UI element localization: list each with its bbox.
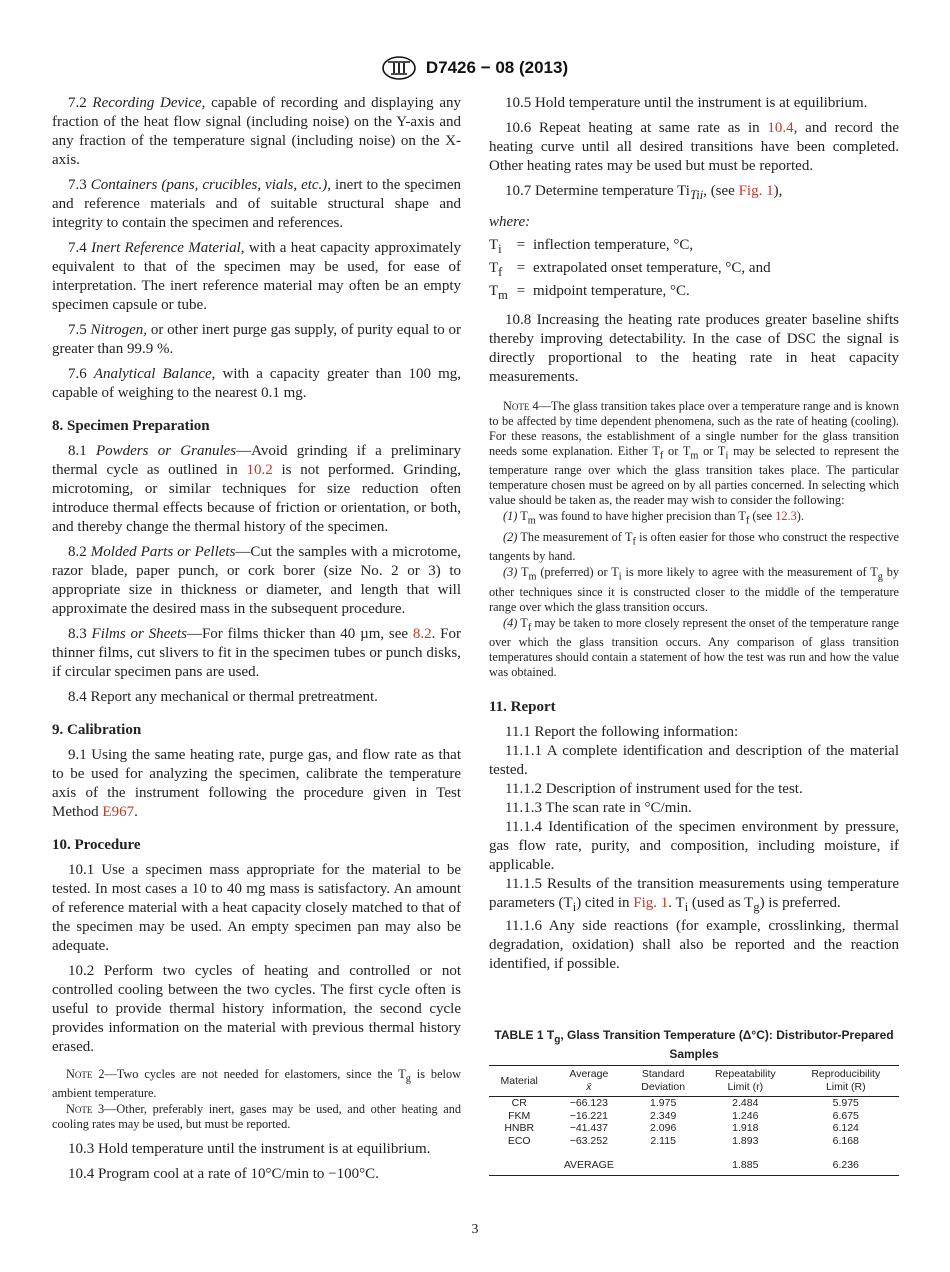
table-caption: TABLE 1 $T_g$, Glass Transition Temperature (Δ°C): Distributor-Prepared Samples (494, 1028, 894, 1062)
astm-logo-icon (382, 56, 416, 80)
cell-repeatability: 2.484 (732, 1097, 759, 1110)
cell-average-reproducibility: 6.236 (832, 1159, 859, 1172)
note-4-item-3: (3) $T_m$ (preferred) or $T_i$ is more likely to agree with the measurement of $T_g$ by other techniques since it is constructed closer to the middle of the temperature range over which the glass transition occurs. (489, 565, 899, 614)
note-4-item-4: (4) $T_f$ may be taken to more closely represent the onset of the temperature range over which the glass transition occurs. Any comparison of glass transition temperatures should contain a statement of how the test was run and how the value was obtained. (489, 615, 899, 680)
cell-reproducibility: 6.168 (832, 1134, 859, 1147)
table-row (489, 1097, 899, 1110)
ref-link-fig-1-b[interactable]: Fig. 1 (633, 895, 669, 912)
cell-reproducibility: 6.675 (832, 1109, 859, 1122)
cell-material: ECO (507, 1134, 531, 1147)
cell-average: −63.252 (569, 1134, 608, 1147)
note-3: Note 3—Other, preferably inert, gases may be used, and other heating and cooling rates may be used, but must be reported. (52, 1102, 461, 1132)
cell-reproducibility: 5.975 (832, 1097, 859, 1110)
paragraph-10-1: 10.1 Use a specimen mass appropriate for the material to be tested. In most cases a 10 to 40 mg mass is satisfactory. An amount of reference material with a heat capacity closely matched to that of the specimen may be used. An empty specimen pan may also be adequate. (52, 862, 461, 954)
data-table (489, 1065, 899, 1176)
section-heading-11: 11. Report (489, 699, 556, 716)
note-4-item-2: (2) The measurement of $T_f$ is often easier for those who construct the respective tangents by hand. (489, 529, 900, 564)
col-header-material: Material (500, 1074, 538, 1087)
definitions-list (489, 236, 899, 305)
table-row (489, 1110, 899, 1123)
paragraph-11-1-6: 11.1.6 Any side reactions (for example, crosslinking, thermal degradation, oxidation) shall also be reported and the reaction identified, if possible. (489, 918, 899, 973)
paragraph-10-5: 10.5 Hold temperature until the instrument is at equilibrium. (505, 95, 868, 111)
paragraph-7-2: 7.2 Recording Device, capable of recording and displaying any fraction of the heat flow signal (including noise) on the Y-axis and any fraction of the temperature signal (including noise) on the X-axis. (52, 95, 461, 168)
paragraph-11-1-2: 11.1.2 Description of instrument used for the test. (505, 781, 803, 798)
page-header (0, 56, 950, 80)
paragraph-7-3: 7.3 Containers (pans, crucibles, vials, etc.), inert to the specimen and reference materials and of suitable structural shape and integrity to contain the specimen and references. (52, 177, 461, 231)
table-header-row (489, 1066, 899, 1097)
paragraph-10-6: 10.6 Repeat heating at same rate as in 10.4, and record the heating curve until all desired transitions have been completed. Other heating rates may be used but must be reported. (489, 120, 899, 174)
paragraph-11-1-5: 11.1.5 Results of the transition measurements using temperature parameters $(T_i)$ cited in Fig. 1. $T_i$ (used as $T_g$) is preferred. (489, 876, 899, 915)
paragraph-11-1-4: 11.1.4 Identification of the specimen environment by pressure, gas flow rate, purity, and composition, including moisture, if applicable. (489, 819, 899, 874)
note-4: Note 4—The glass transition takes place over a temperature range and is known to be affected by time dependent phenomena, such as the rate of heating (cooling). For these reasons, the establishment of a single number for the glass transition needs some explanation. Either $T_f$ or $T_m$ or $T_i$ may be selected to represent the temperature range over which the glass transition takes place. The particular temperature chosen must be agreed on by all parties concerned. In selecting which value should be taken as, the reader may wish to consider the following: (489, 399, 899, 508)
where-label: where: (489, 214, 531, 230)
cell-material: HNBR (504, 1122, 535, 1135)
table-average-row (489, 1147, 899, 1175)
col-header-std-dev: Standard Deviation (641, 1068, 686, 1094)
col-header-reproducibility: Reproducibility Limit (R) (811, 1068, 881, 1094)
definition-tm: $T_m$ = midpoint temperature, °C. (489, 283, 690, 302)
paragraph-7-5: 7.5 Nitrogen, or other inert purge gas supply, of purity equal to or greater than 99.9 %. (52, 322, 462, 357)
section-heading-8: 8. Specimen Preparation (52, 418, 210, 434)
definition-ti: $T_i$ = inflection temperature, °C, (489, 237, 694, 256)
left-column (52, 94, 461, 1190)
paragraph-7-4: 7.4 Inert Reference Material, with a heat capacity approximately equivalent to that of the specimen may be used, for ease of interpretation. The inert reference material may often be an empty specimen capsule or tube. (52, 240, 461, 313)
cell-material: CR (511, 1097, 527, 1110)
cell-average: −66.123 (569, 1097, 608, 1110)
cell-average: −41.437 (569, 1122, 608, 1135)
paragraph-10-3: 10.3 Hold temperature until the instrument is at equilibrium. (68, 1141, 431, 1158)
paragraph-8-4: 8.4 Report any mechanical or thermal pretreatment. (68, 689, 378, 705)
col-header-average: Average x̄ (569, 1068, 609, 1094)
col-header-repeatability: Repeatability Limit (r) (714, 1068, 776, 1094)
paragraph-10-4: 10.4 Program cool at a rate of 10°C/min to −100°C. (68, 1166, 379, 1183)
document-id: D7426 − 08 (2013) (425, 58, 569, 77)
cell-average-label: AVERAGE (563, 1159, 614, 1172)
paragraph-10-8: 10.8 Increasing the heating rate produces greater baseline shifts thereby improving detectability. In the case of DSC the signal is directly proportional to the heating rate in heat capacity measurements. (489, 312, 899, 385)
cell-repeatability: 1.246 (732, 1109, 759, 1122)
paragraph-8-3: 8.3 Films or Sheets—For films thicker than 40 µm, see 8.2. For thinner films, cut slivers to fit in the specimen tubes or punch disks, if circular specimen pans are used. (52, 626, 462, 680)
definition-tf: $T_f$ = extrapolated onset temperature, °C, and (489, 260, 771, 279)
ref-link-10-4[interactable]: 10.4 (767, 120, 794, 136)
section-heading-10: 10. Procedure (52, 837, 141, 853)
right-column (489, 94, 899, 980)
note-4-item-1: (1) $T_m$ was found to have higher precision than $T_f$ (see 12.3). (503, 509, 804, 527)
ref-link-8-2[interactable]: 8.2 (412, 626, 432, 642)
paragraph-11-1-1: 11.1.1 A complete identification and description of the material tested. (489, 743, 899, 779)
paragraph-11-1: 11.1 Report the following information: (505, 724, 739, 741)
table-row (489, 1122, 899, 1135)
cell-average: −16.221 (569, 1109, 608, 1122)
table-row (489, 1135, 899, 1148)
paragraph-9-1: 9.1 Using the same heating rate, purge gas, and flow rate as that to be used for analyzing the specimen, calibrate the temperature axis of the instrument following the procedure given in Test Method E967. (52, 747, 461, 820)
cell-empty (489, 1147, 549, 1175)
cell-repeatability: 1.893 (732, 1134, 759, 1147)
cell-std-dev: 2.349 (650, 1109, 677, 1122)
section-heading-9: 9. Calibration (52, 722, 142, 738)
ref-link-10-2[interactable]: 10.2 (246, 462, 273, 478)
cell-std-dev: 2.096 (650, 1122, 677, 1135)
page-number: 3 (471, 1222, 479, 1237)
ref-link-fig-1[interactable]: Fig. 1 (738, 183, 774, 199)
note-2: Note 2—Two cycles are not needed for elastomers, since the $T_g$ is below ambient temperature. (52, 1067, 461, 1101)
paragraph-8-2: 8.2 Molded Parts or Pellets—Cut the samples with a microtome, razor blade, paper punch, or cork borer (size No. 2 or 3) to appropriate size in thickness or diameter, and length that will approximate the desired mass in the subsequent procedure. (52, 544, 461, 617)
cell-empty (628, 1147, 698, 1175)
table-1 (489, 1028, 899, 1176)
paragraph-8-1: 8.1 Powders or Granules—Avoid grinding if a preliminary thermal cycle as outlined in 10.2 is not performed. Grinding, microtoming, or similar techniques for size reduction often introduce thermal effects because of friction or orientation, or both, and thereby change the thermal history of the specimen. (52, 443, 462, 535)
ref-link-e967[interactable]: E967 (102, 804, 135, 820)
paragraph-11-1-3: 11.1.3 The scan rate in °C/min. (505, 800, 692, 817)
cell-repeatability: 1.918 (732, 1122, 759, 1135)
cell-material: FKM (508, 1109, 531, 1122)
cell-std-dev: 1.975 (650, 1097, 677, 1110)
ref-link-12-3[interactable]: 12.3 (775, 509, 797, 524)
cell-std-dev: 2.115 (650, 1134, 676, 1147)
paragraph-10-7: 10.7 Determine temperature $Ti_{Tii}$, (see Fig. 1), (505, 183, 783, 202)
paragraph-7-6: 7.6 Analytical Balance, with a capacity greater than 100 mg, capable of weighing to the nearest 0.1 mg. (52, 366, 461, 401)
paragraph-10-2: 10.2 Perform two cycles of heating and controlled or not controlled cooling between the two cycles. The first cycle often is useful to provide thermal history information, the second cycle provides information on the material with previous thermal history erased. (52, 963, 461, 1055)
cell-reproducibility: 6.124 (832, 1122, 859, 1135)
cell-average-repeatability: 1.885 (732, 1159, 759, 1172)
